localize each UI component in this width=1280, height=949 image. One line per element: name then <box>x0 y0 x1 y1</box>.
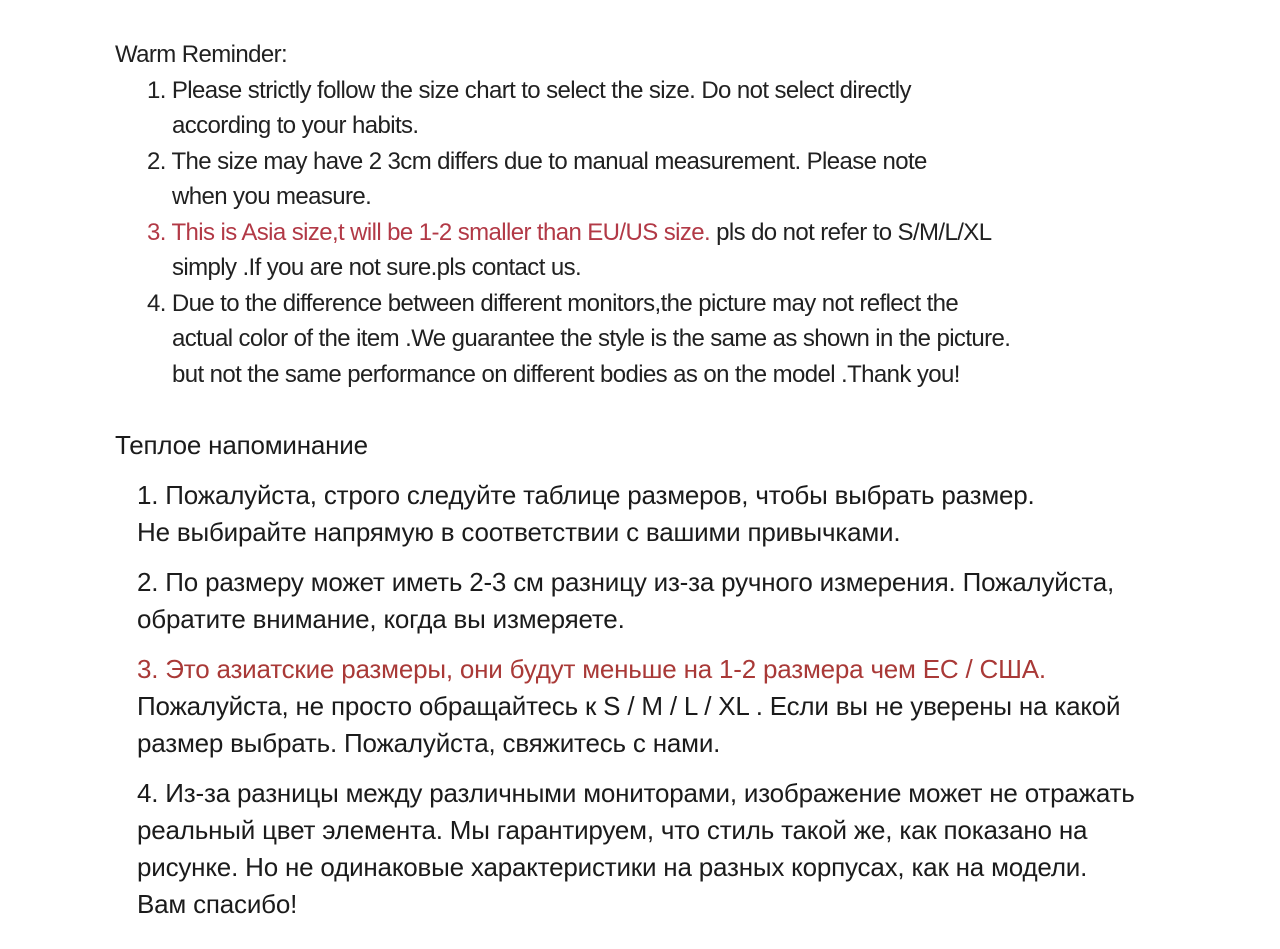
red-highlight-text: 3. This is Asia size,t will be 1-2 smaller than EU/US size. <box>147 218 711 246</box>
russian-reminder-line: Не выбирайте напрямую в соответствии с вашими привычками. <box>137 517 901 547</box>
english-reminder-line <box>0 144 1280 180</box>
english-reminder-line <box>0 250 1280 286</box>
russian-reminder-line: размер выбрать. Пожалуйста, свяжитесь с нами. <box>137 728 721 758</box>
text-segment: 2. The size may have 2 3cm differs due to manual measurement. Please note <box>147 147 927 175</box>
english-reminder-lines <box>0 73 1280 393</box>
english-reminder-title: Warm Reminder: <box>115 41 288 68</box>
russian-reminder-line: 4. Из-за разницы между различными мониторами, изображение может не отражать <box>137 778 1135 808</box>
russian-reminder-line: обратите внимание, когда вы измеряете. <box>137 604 625 634</box>
text-segment: 4. Due to the difference between different monitors,the picture may not reflect the <box>147 289 959 317</box>
text-segment: but not the same performance on different bodies as on the model .Thank you! <box>172 360 960 388</box>
english-reminder-section <box>0 37 1280 392</box>
russian-reminder-line: 2. По размеру может иметь 2-3 см разницу из-за ручного измерения. Пожалуйста, <box>137 567 1115 597</box>
russian-reminder-line: 1. Пожалуйста, строго следуйте таблице размеров, чтобы выбрать размер. <box>137 480 1035 510</box>
russian-reminder-section <box>0 426 1280 923</box>
text-segment: actual color of the item .We guarantee the style is the same as shown in the picture. <box>172 325 1011 352</box>
russian-reminder-line: Вам спасибо! <box>137 889 298 919</box>
russian-reminder-paragraphs <box>0 477 1280 923</box>
english-reminder-line <box>0 286 1280 322</box>
text-segment: simply .If you are not sure.pls contact us. <box>172 254 582 281</box>
russian-reminder-paragraph <box>0 477 1280 551</box>
red-highlight-text: 3. Это азиатские размеры, они будут меньше на 1-2 размера чем ЕС / США. <box>137 654 1046 684</box>
russian-reminder-paragraph <box>0 564 1280 638</box>
russian-reminder-line: рисунке. Но не одинаковые характеристики на разных корпусах, как на модели. <box>137 852 1088 882</box>
russian-reminder-title: Теплое напоминание <box>115 430 368 460</box>
russian-reminder-paragraph <box>0 775 1280 923</box>
text-segment: pls do not refer to S/M/L/XL <box>710 218 992 246</box>
english-reminder-line <box>0 108 1280 144</box>
english-reminder-line <box>0 215 1280 251</box>
english-reminder-line <box>0 357 1280 393</box>
text-segment: when you measure. <box>172 183 372 210</box>
english-reminder-line <box>0 179 1280 215</box>
english-reminder-line <box>0 321 1280 357</box>
text-segment: according to your habits. <box>172 112 419 139</box>
russian-reminder-paragraph <box>0 651 1280 762</box>
russian-reminder-line: Пожалуйста, не просто обращайтесь к S / M / L / XL . Если вы не уверены на какой <box>137 691 1121 721</box>
english-reminder-line <box>0 73 1280 109</box>
text-segment: 1. Please strictly follow the size chart to select the size. Do not select directly <box>147 76 911 104</box>
russian-reminder-line: реальный цвет элемента. Мы гарантируем, что стиль такой же, как показано на <box>137 815 1088 845</box>
